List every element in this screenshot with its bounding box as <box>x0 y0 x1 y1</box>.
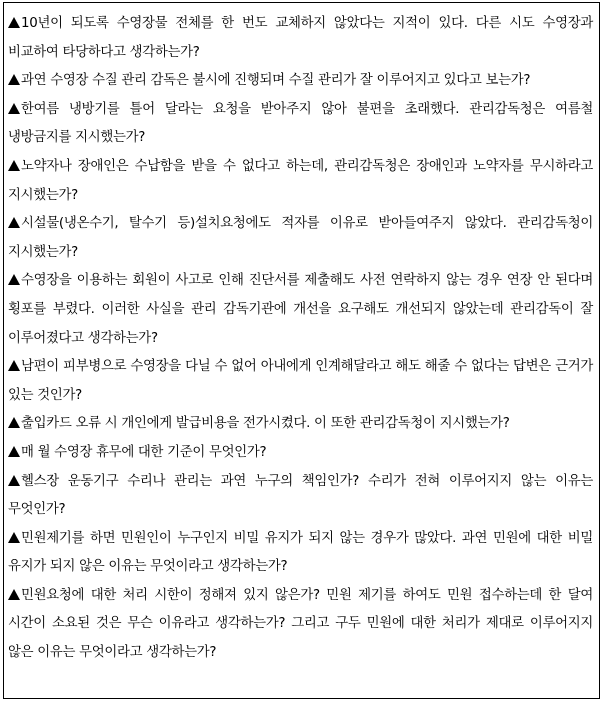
triangle-bullet-icon <box>8 417 20 428</box>
triangle-bullet-icon <box>8 103 20 114</box>
question-item <box>8 210 593 267</box>
question-item <box>8 410 593 439</box>
triangle-bullet-icon <box>8 74 20 85</box>
triangle-bullet-icon <box>8 532 20 543</box>
question-text: 매 월 수영장 휴무에 대한 기준이 무엇인가? <box>21 444 267 460</box>
question-text: 10년이 되도록 수영장물 전체를 한 번도 교체하지 않았다는 지적이 있다. 다른 시도 수영장과 비교하여 타당하다고 생각하는가? <box>8 16 593 60</box>
question-text: 민원제기를 하면 민원인이 누구인지 비밀 유지가 되지 않는 경우가 많았다. 과연 민원에 대한 비밀 유지가 되지 않은 이유는 무엇이라고 생각하는가? <box>8 530 593 575</box>
question-item <box>8 10 593 67</box>
triangle-bullet-icon <box>8 274 20 285</box>
triangle-bullet-icon <box>8 17 20 28</box>
question-text: 민원요청에 대한 처리 시한이 정해져 있지 않은가? 민원 제기를 하여도 민원 접수하는데 한 달여 시간이 소요된 것은 무슨 이유라고 생각하는가? 그리고 구두 민원에 대한 처리가 제대로 이루어지지 않은 이유는 무엇이라고 생각하는가? <box>8 587 593 661</box>
question-item <box>8 267 593 353</box>
question-item <box>8 153 593 210</box>
triangle-bullet-icon <box>8 446 20 457</box>
triangle-bullet-icon <box>8 160 20 171</box>
question-text: 노약자나 장애인은 수납함을 받을 수 없다고 하는데, 관리감독청은 장애인과 노약자를 무시하라고 지시했는가? <box>8 158 593 203</box>
question-list-box <box>3 2 600 699</box>
question-item <box>8 353 593 410</box>
question-text: 출입카드 오류 시 개인에게 발급비용을 전가시켰다. 이 또한 관리감독청이 지시했는가? <box>21 416 510 432</box>
question-text: 과연 수영장 수질 관리 감독은 불시에 진행되며 수질 관리가 잘 이루어지고 있다고 보는가? <box>21 73 531 89</box>
question-item <box>8 67 593 96</box>
question-text: 남편이 피부병으로 수영장을 다닐 수 없어 아내에게 인계해달라고 해도 해줄 수 없다는 답변은 근거가 있는 것인가? <box>8 359 593 403</box>
question-item <box>8 96 593 153</box>
question-item <box>8 525 593 582</box>
question-text: 시설물(냉온수기, 탈수기 등)설치요청에도 적자를 이유로 받아들여주지 않았다. 관리감독청이 지시했는가? <box>8 216 593 260</box>
question-text: 한여름 냉방기를 틀어 달라는 요청을 받아주지 않아 불편을 초래했다. 관리감독청은 여름철 냉방금지를 지시했는가? <box>8 101 593 146</box>
triangle-bullet-icon <box>8 217 20 228</box>
triangle-bullet-icon <box>8 475 20 486</box>
triangle-bullet-icon <box>8 589 20 600</box>
triangle-bullet-icon <box>8 360 20 371</box>
question-item <box>8 468 593 525</box>
question-text: 수영장을 이용하는 회원이 사고로 인해 진단서를 제출해도 사전 연락하지 않는 경우 연장 안 된다며 횡포를 부렸다. 이러한 사실을 관리 감독기관에 개선을 요구해도 개선되지 않았는데 관리감독이 잘 이루어졌다고 생각하는가? <box>8 273 593 346</box>
question-text: 헬스장 운동기구 수리나 관리는 과연 누구의 책임인가? 수리가 전혀 이루어지지 않는 이유는 무엇인가? <box>8 473 593 518</box>
question-item <box>8 439 593 468</box>
question-item <box>8 582 593 668</box>
